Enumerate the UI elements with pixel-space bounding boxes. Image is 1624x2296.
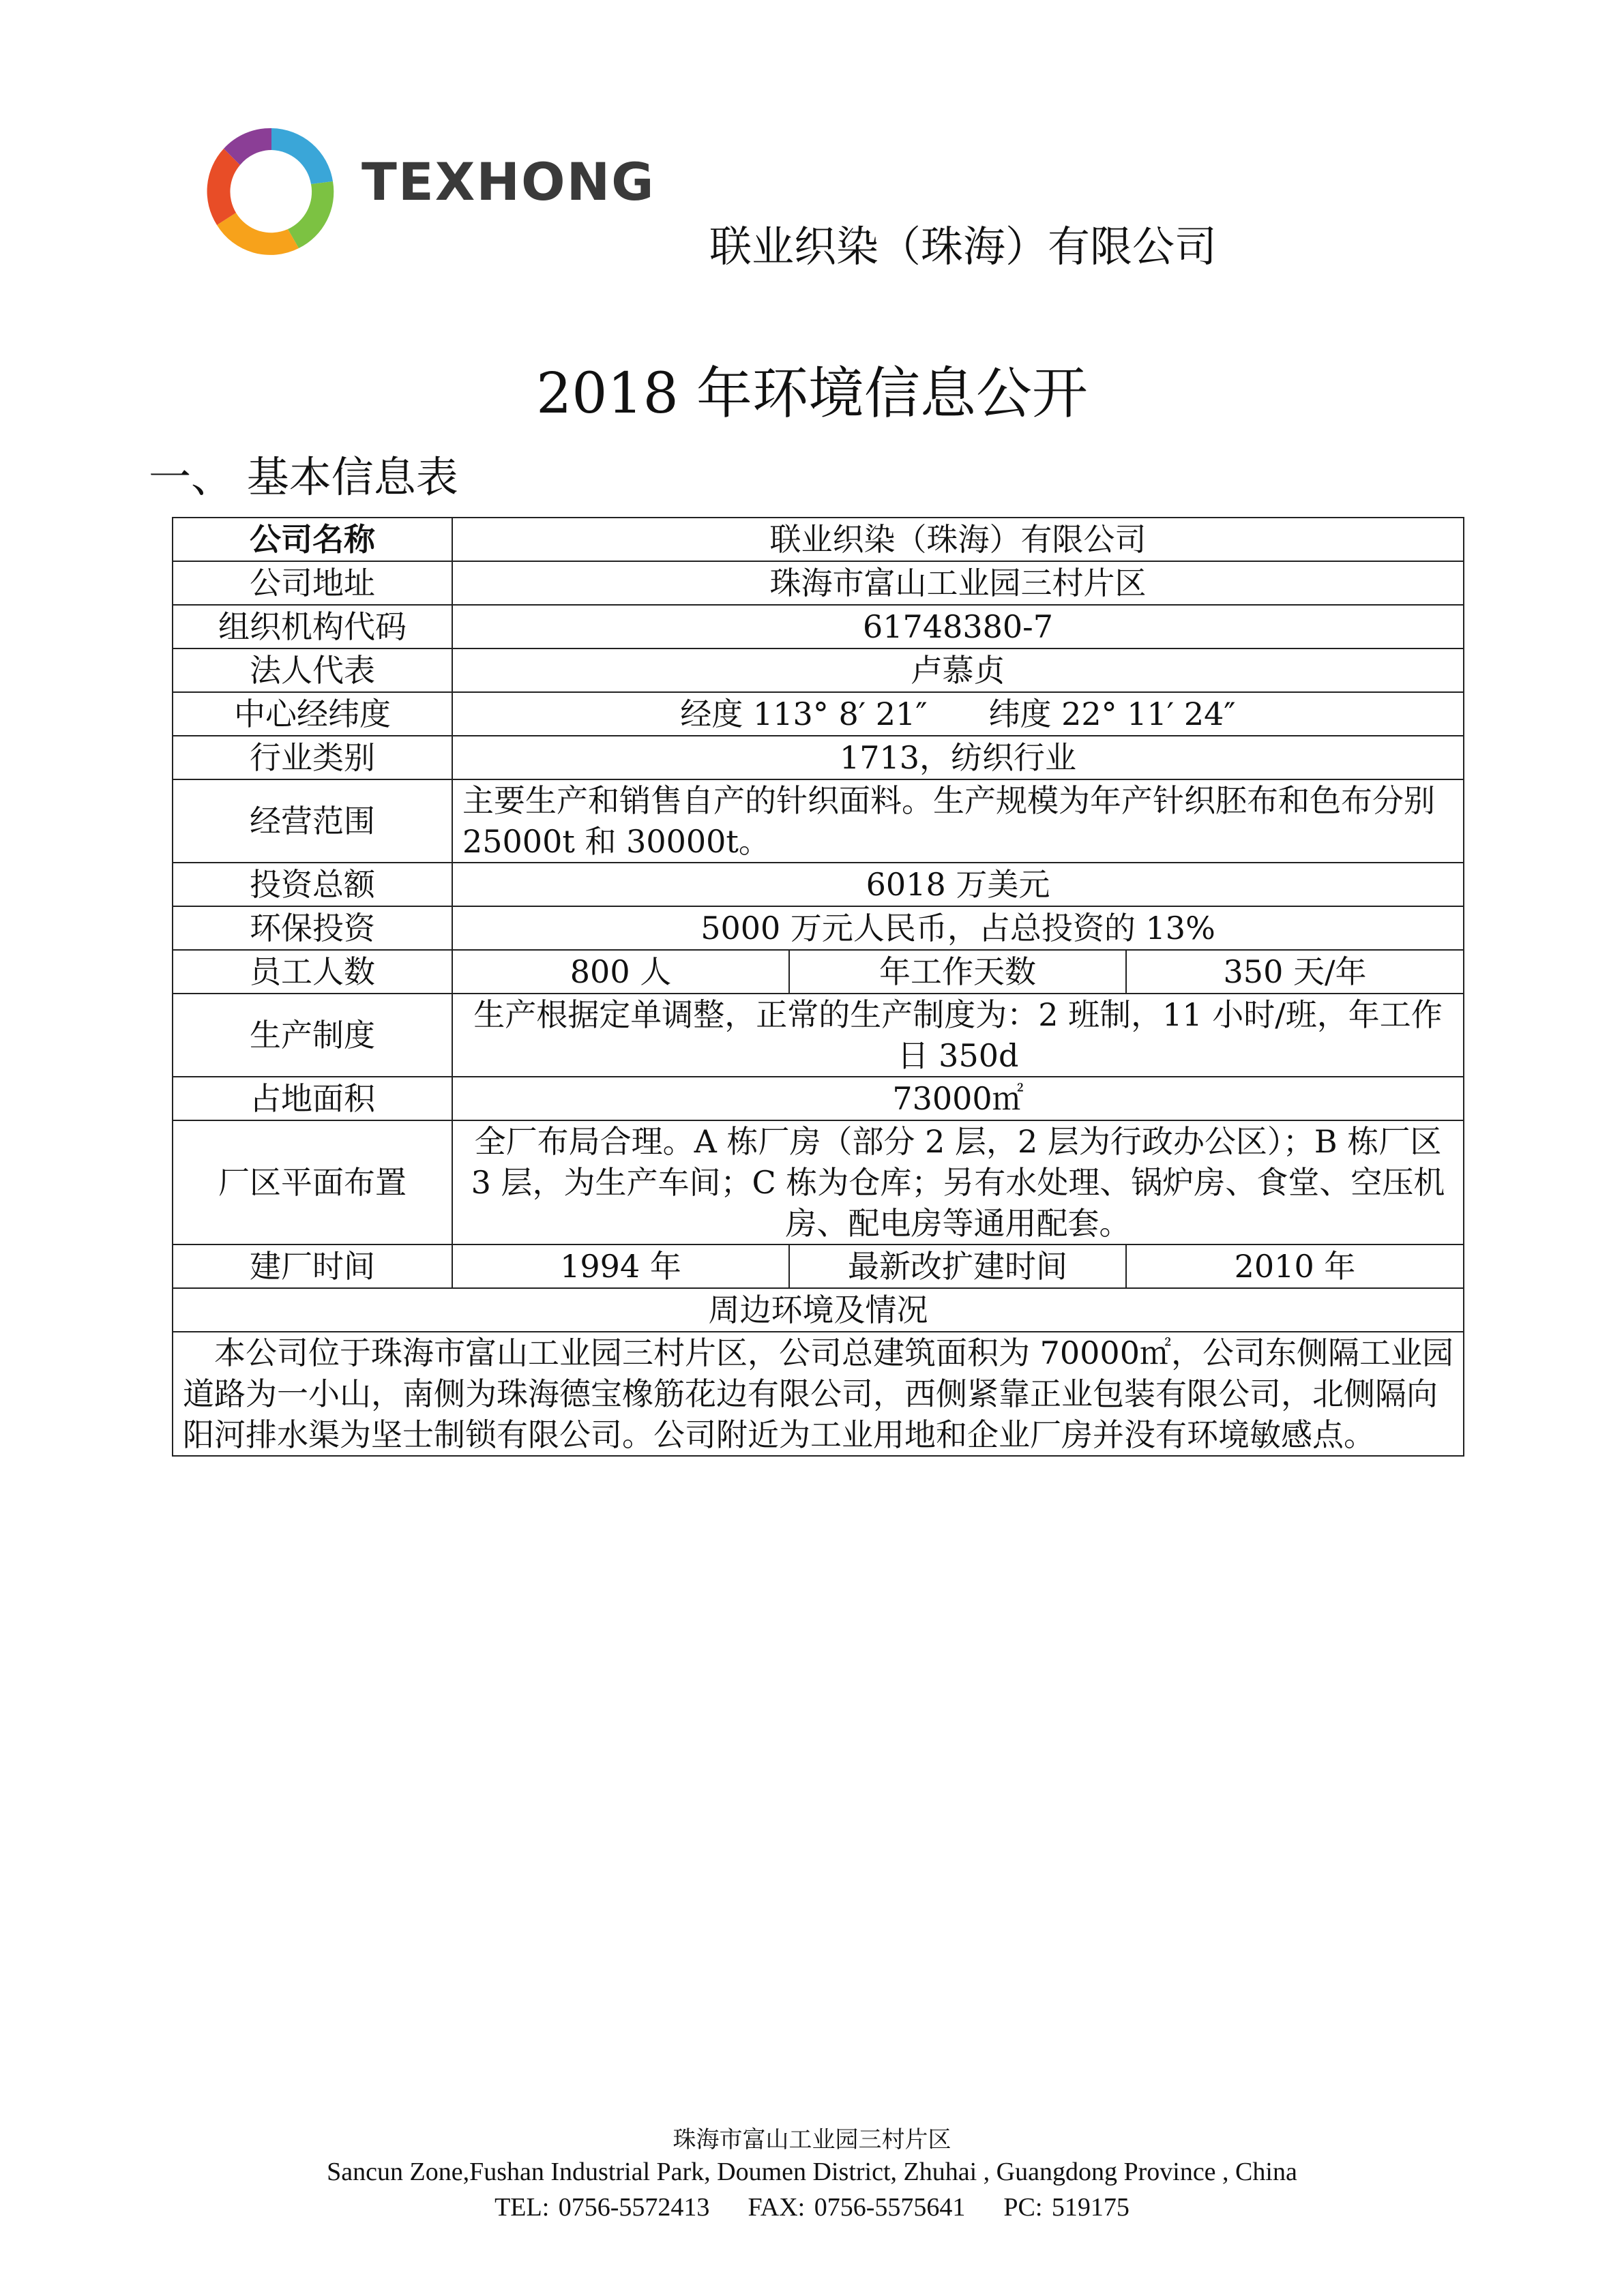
org-code-value: 61748380-7 [452, 605, 1464, 648]
investment-label: 投资总额 [173, 863, 452, 906]
coords-value [452, 692, 1464, 736]
footer-tel: TEL: 0756-5572413 [494, 2193, 710, 2222]
footer-contact [0, 2192, 1624, 2222]
industry-label: 行业类别 [173, 736, 452, 779]
brand-wordmark: TEXHONG [361, 151, 655, 212]
investment-value: 6018 万美元 [452, 863, 1464, 906]
table-row [173, 692, 1464, 736]
area-value: 73000㎡ [452, 1077, 1464, 1120]
workdays-value: 350 天/年 [1126, 950, 1464, 994]
table-row [173, 863, 1464, 906]
coords-label: 中心经纬度 [173, 692, 452, 736]
footer-fax: FAX: 0756-5575641 [748, 2193, 966, 2222]
org-code-label: 组织机构代码 [173, 605, 452, 648]
surroundings-value: 本公司位于珠海市富山工业园三村片区，公司总建筑面积为 70000㎡，公司东侧隔工业园道路为一小山，南侧为珠海德宝橡筋花边有限公司，西侧紧靠正业包装有限公司，北侧隔向阳河排水渠为坚士制锁有限公司。公司附近为工业用地和企业厂房并没有环境敏感点。 [173, 1332, 1464, 1456]
footer-postcode: PC: 519175 [1003, 2193, 1130, 2222]
table-row [173, 736, 1464, 779]
staff-label: 员工人数 [173, 950, 452, 994]
table-row [173, 950, 1464, 994]
area-label: 占地面积 [173, 1077, 452, 1120]
scope-value: 主要生产和销售自产的针织面料。生产规模为年产针织胚布和色布分别 25000t 和 30000t。 [452, 779, 1464, 863]
layout-label: 厂区平面布置 [173, 1120, 452, 1244]
env-investment-label: 环保投资 [173, 906, 452, 950]
footer-address-en: Sancun Zone,Fushan Industrial Park, Doumen District, Zhuhai , Guangdong Province , China [327, 2158, 1297, 2186]
address-value: 珠海市富山工业园三村片区 [452, 561, 1464, 605]
footer-address-cn: 珠海市富山工业园三村片区 [673, 2126, 951, 2153]
workdays-label: 年工作天数 [789, 950, 1126, 994]
table-row [173, 648, 1464, 692]
expansion-value: 2010 年 [1126, 1244, 1464, 1288]
company-name-label: 公司名称 [173, 518, 452, 561]
basic-info-table [172, 517, 1464, 1457]
table-row [173, 561, 1464, 605]
scope-label: 经营范围 [173, 779, 452, 863]
staff-value: 800 人 [452, 950, 789, 994]
texhong-logo-icon [196, 116, 346, 266]
company-name-value: 联业织染（珠海）有限公司 [452, 518, 1464, 561]
longitude-value: 经度 113° 8′ 21″ [680, 696, 928, 732]
document-title: 2018 年环境信息公开 [536, 361, 1088, 426]
table-row [173, 906, 1464, 950]
table-row [173, 1077, 1464, 1120]
table-row [173, 518, 1464, 561]
address-label: 公司地址 [173, 561, 452, 605]
built-value: 1994 年 [452, 1244, 789, 1288]
table-row [173, 1120, 1464, 1244]
table-row [173, 1288, 1464, 1332]
expansion-label: 最新改扩建时间 [789, 1244, 1126, 1288]
company-header: 联业织染（珠海）有限公司 [709, 222, 1217, 271]
section-title: 一、 基本信息表 [149, 452, 458, 502]
table-row [173, 994, 1464, 1077]
built-label: 建厂时间 [173, 1244, 452, 1288]
surroundings-label: 周边环境及情况 [173, 1288, 1464, 1332]
latitude-value: 纬度 22° 11′ 24″ [988, 696, 1236, 732]
legal-rep-label: 法人代表 [173, 648, 452, 692]
industry-value: 1713，纺织行业 [452, 736, 1464, 779]
table-row [173, 1332, 1464, 1456]
legal-rep-value: 卢慕贞 [452, 648, 1464, 692]
env-investment-value: 5000 万元人民币，占总投资的 13% [452, 906, 1464, 950]
table-row [173, 779, 1464, 863]
schedule-label: 生产制度 [173, 994, 452, 1077]
schedule-value: 生产根据定单调整，正常的生产制度为：2 班制，11 小时/班，年工作日 350d [452, 994, 1464, 1077]
table-row [173, 1244, 1464, 1288]
table-row [173, 605, 1464, 648]
layout-value: 全厂布局合理。A 栋厂房（部分 2 层，2 层为行政办公区）；B 栋厂区 3 层，为生产车间；C 栋为仓库；另有水处理、锅炉房、食堂、空压机房、配电房等通用配套。 [452, 1120, 1464, 1244]
